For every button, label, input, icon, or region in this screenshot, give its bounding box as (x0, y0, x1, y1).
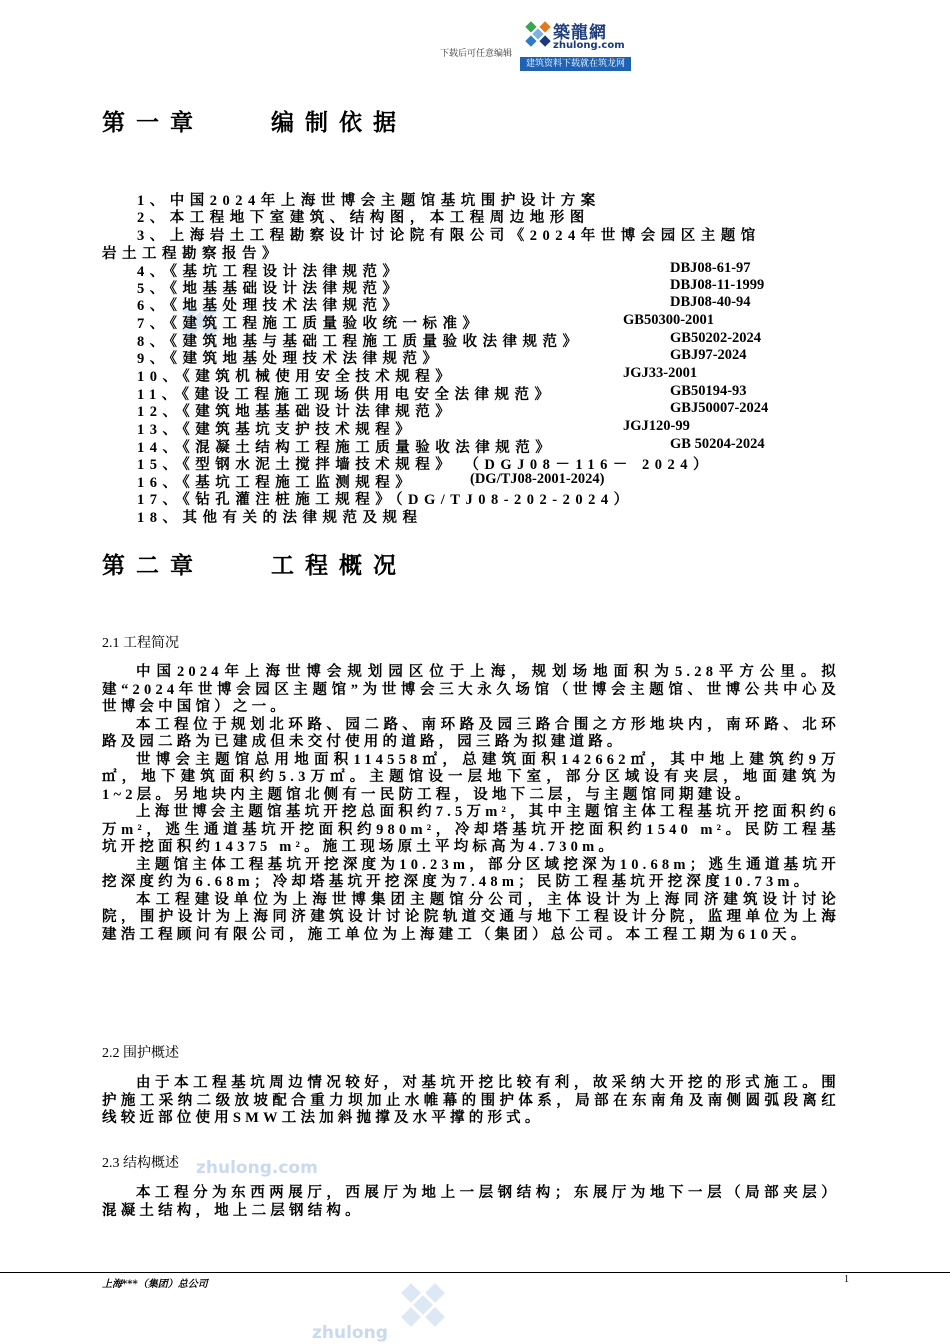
logo-mark-icon (518, 14, 558, 54)
ref-code: GBJ97-2024 (670, 347, 747, 363)
ref-item: 9、《建筑地基处理技术法律规范》 (137, 351, 443, 367)
watermark-text: zhulong.com (196, 1158, 318, 1178)
ref-code: GB50194-93 (670, 383, 747, 399)
ref-item: 10、《建筑机械使用安全技术规程》 (137, 369, 456, 385)
ref-item: 7、《建筑工程施工质量验收统一标准》 (137, 316, 483, 332)
ref-code: (DG/TJ08-2001-2024) (470, 471, 605, 487)
ref-item: 17、《钻孔灌注桩施工规程》（DG/TJ08-202-2024） (137, 492, 634, 508)
ref-code: JGJ120-99 (623, 418, 690, 434)
section-heading: 2.3 结构概述 (102, 1156, 179, 1171)
section-heading: 2.2 围护概述 (102, 1046, 179, 1061)
ref-code: GB 50204-2024 (670, 436, 765, 452)
ref-item: 1、中国2024年上海世博会主题馆基坑围护设计方案 (137, 193, 601, 209)
paragraph: 主题馆主体工程基坑开挖深度为10.23m，部分区域挖深为10.68m；逃生通道基坑开挖深度约为6.68m；冷却塔基坑开挖深度为7.48m；民防工程基坑开挖深度10.73m。 (102, 856, 840, 890)
ref-item: 3、上海岩土工程勘察设计讨论院有限公司《2024年世博会园区主题馆 (137, 228, 761, 244)
ref-item: 岩土工程勘察报告》 (102, 246, 282, 262)
section-body (102, 664, 840, 944)
paragraph: 由于本工程基坑周边情况较好，对基坑开挖比较有利，故采纳大开挖的形式施工。围护施工采纳二级放坡配合重力坝加止水帷幕的围护体系，局部在东南角及南侧圆弧段离红线较近部位使用SMW工法加斜抛撑及水平撑的形式。 (102, 1075, 840, 1126)
logo-url: zhulong.com (553, 40, 625, 51)
ref-item: 4、《基坑工程设计法律规范》 (137, 264, 403, 280)
paragraph: 世博会主题馆总用地面积114558㎡，总建筑面积142662㎡，其中地上建筑约9万㎡，地下建筑面积约5.3万㎡。主题馆设一层地下室，部分区域设有夹层，地面建筑为1~2层。另地块内主题馆北侧有一民防工程，设地下二层，与主题馆同期建设。 (102, 751, 840, 803)
watermark-logo-bottom-icon (388, 1270, 458, 1340)
ref-item: 16、《基坑工程施工监测规程》 (137, 475, 416, 491)
page-number: 1 (844, 1274, 849, 1285)
logo-name: 築龍網 (553, 23, 607, 43)
section-body (102, 1075, 840, 1128)
paragraph: 本工程位于规划北环路、园二路、南环路及园三路合围之方形地块内，南环路、北环路及园二路为已建成但未交付使用的道路，园三路为拟建道路。 (102, 716, 840, 750)
watermark-text-bottom: zhulong (312, 1323, 388, 1343)
paragraph: 本工程建设单位为上海世博集团主题馆分公司，主体设计为上海同济建筑设计讨论院，围护设计为上海同济建筑设计讨论院轨道交通与地下工程设计分院，监理单位为上海建浩工程顾问有限公司，施工单位为上海建工（集团）总公司。本工程工期为610天。 (102, 891, 840, 943)
ref-code: GB50300-2001 (623, 312, 715, 328)
paragraph: 中国2024年上海世博会规划园区位于上海，规划场地面积为5.28平方公里。拟建“2024年世博会园区主题馆”为世博会三大永久场馆（世博会主题馆、世博公共中心及世博会中国馆）之一。 (102, 664, 840, 715)
ref-item: 5、《地基基础设计法律规范》 (137, 281, 403, 297)
ref-item: 13、《建筑基坑支护技术规程》 (137, 422, 416, 438)
paragraph: 本工程分为东西两展厅，西展厅为地上一层钢结构；东展厅为地下一层（局部夹层）混凝土结构，地上二层钢结构。 (102, 1185, 840, 1219)
footer-company: 上海***（集团）总公司 (102, 1279, 208, 1290)
ref-item: 15、《型钢水泥土搅拌墙技术规程》 （DGJ08－116－ 2024） (137, 457, 713, 473)
ref-item: 2、本工程地下室建筑、结构图，本工程周边地形图 (137, 210, 590, 226)
ref-code: GBJ50007-2024 (670, 400, 769, 416)
ref-item: 11、《建设工程施工现场供用电安全法律规范》 (137, 387, 555, 403)
ref-code: JGJ33-2001 (623, 365, 698, 381)
paragraph: 上海世博会主题馆基坑开挖总面积约7.5万m²，其中主题馆主体工程基坑开挖面积约6万m²，逃生通道基坑开挖面积约980m²，冷却塔基坑开挖面积约1540 m²。民防工程基坑开挖面积约14375 m²。施工现场原土平均标高为4.730m。 (102, 804, 840, 855)
ref-item: 6、《地基处理技术法律规范》 (137, 298, 403, 314)
footer-divider (0, 1272, 950, 1273)
download-note: 下载后可任意编辑 (440, 49, 513, 59)
ref-item: 14、《混凝土结构工程施工质量验收法律规范》 (137, 440, 556, 456)
ref-code: GB50202-2024 (670, 330, 762, 346)
ref-code: DBJ08-61-97 (670, 260, 751, 276)
ref-code: DBJ08-11-1999 (670, 277, 765, 293)
chapter1-title: 第一章 编制依据 (102, 110, 407, 135)
section-body (102, 1185, 840, 1220)
chapter2-title: 第二章 工程概况 (102, 553, 407, 578)
ref-item: 18、其他有关的法律规范及规程 (137, 510, 423, 526)
ref-item: 8、《建筑地基与基础工程施工质量验收法律规范》 (137, 334, 583, 350)
logo-slogan: 建筑资料下载就在筑龙网 (520, 57, 631, 71)
ref-item: 12、《建筑地基基础设计法律规范》 (137, 404, 456, 420)
ref-code: DBJ08-40-94 (670, 294, 751, 310)
section-heading: 2.1 工程简况 (102, 636, 179, 651)
